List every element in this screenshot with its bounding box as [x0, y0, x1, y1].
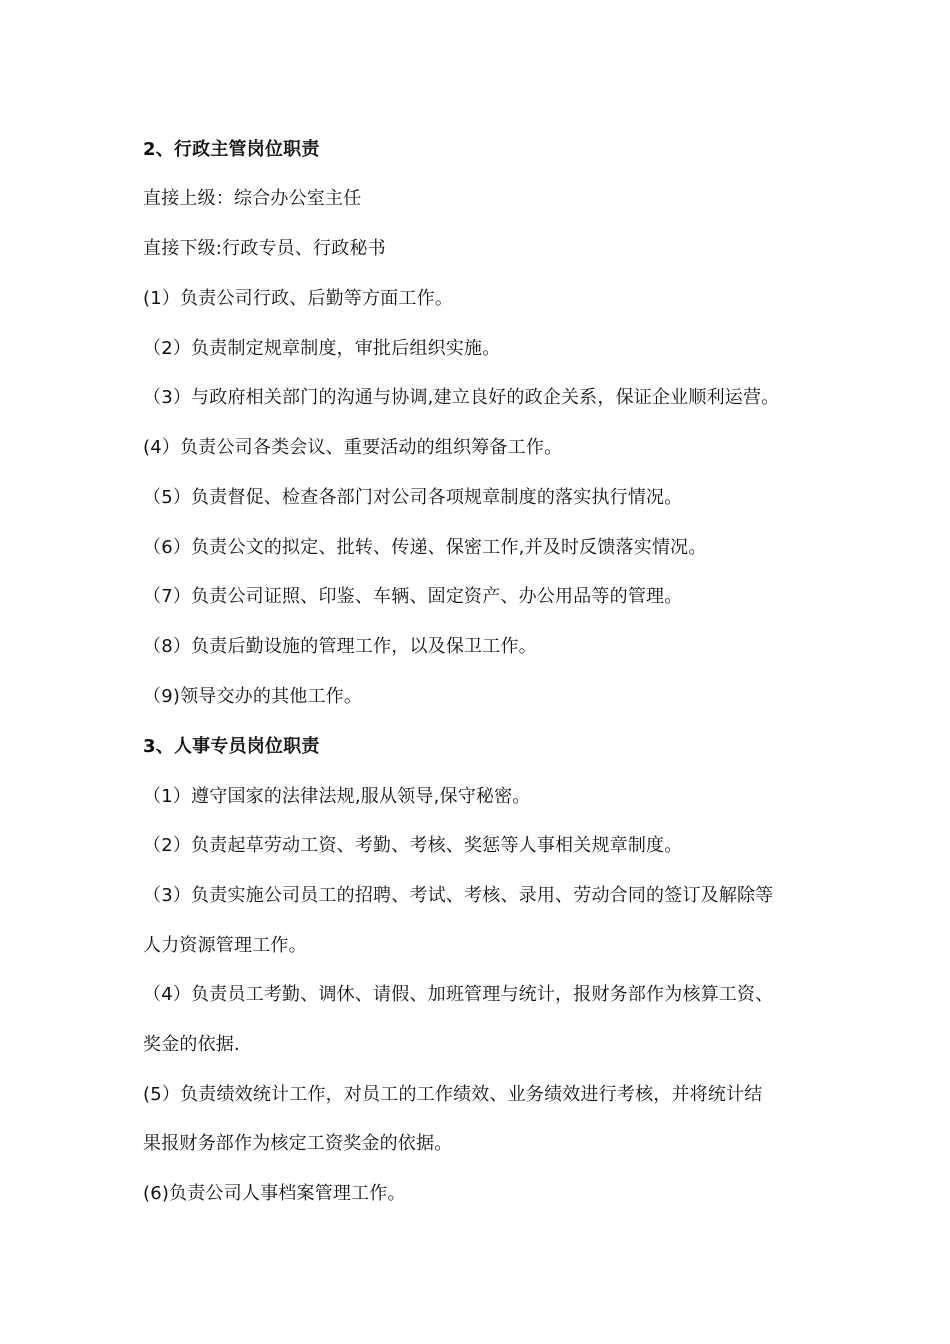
section-2-item: （5）负责督促、检查各部门对公司各项规章制度的落实执行情况。 — [143, 487, 683, 508]
section-2-item: (4）负责公司各类会议、重要活动的组织筹备工作。 — [143, 437, 563, 458]
section-3-item: (5）负责绩效统计工作，对员工的工作绩效、业务绩效进行考核，并将统计结 — [143, 1084, 763, 1105]
section-2-item: （8）负责后勤设施的管理工作，以及保卫工作。 — [143, 636, 537, 657]
section-2-item: （7）负责公司证照、印鉴、车辆、固定资产、办公用品等的管理。 — [143, 586, 683, 607]
section-2-item: （9)领导交办的其他工作。 — [143, 686, 363, 707]
direct-subordinate: 直接下级:行政专员、行政秘书 — [143, 238, 386, 259]
section-2-item: (1）负责公司行政、后勤等方面工作。 — [143, 288, 454, 309]
section-2-item: （6）负责公文的拟定、批转、传递、保密工作,并及时反馈落实情况。 — [143, 537, 707, 558]
section-2-item: （2）负责制定规章制度，审批后组织实施。 — [143, 338, 501, 359]
direct-superior: 直接上级：综合办公室主任 — [143, 188, 362, 209]
section-3-item: （1）遵守国家的法律法规,服从领导,保守秘密。 — [143, 786, 531, 807]
section-3-item: （4）负责员工考勤、调休、请假、加班管理与统计，报财务部作为核算工资、 — [143, 984, 774, 1005]
section-3-item-continuation: 人力资源管理工作。 — [143, 935, 307, 956]
section-3-item-continuation: 奖金的依据. — [143, 1034, 240, 1055]
section-3-item: （3）负责实施公司员工的招聘、考试、考核、录用、劳动合同的签订及解除等 — [143, 885, 774, 906]
section-3-item: （2）负责起草劳动工资、考勤、考核、奖惩等人事相关规章制度。 — [143, 835, 683, 856]
section-3-title: 3、人事专员岗位职责 — [143, 736, 320, 757]
section-3-item-continuation: 果报财务部作为核定工资奖金的依据。 — [143, 1133, 453, 1154]
section-3-item: (6)负责公司人事档案管理工作。 — [143, 1183, 406, 1204]
section-2-item: （3）与政府相关部门的沟通与协调,建立良好的政企关系，保证企业顺利运营。 — [143, 387, 780, 408]
section-2-title: 2、行政主管岗位职责 — [143, 139, 320, 160]
